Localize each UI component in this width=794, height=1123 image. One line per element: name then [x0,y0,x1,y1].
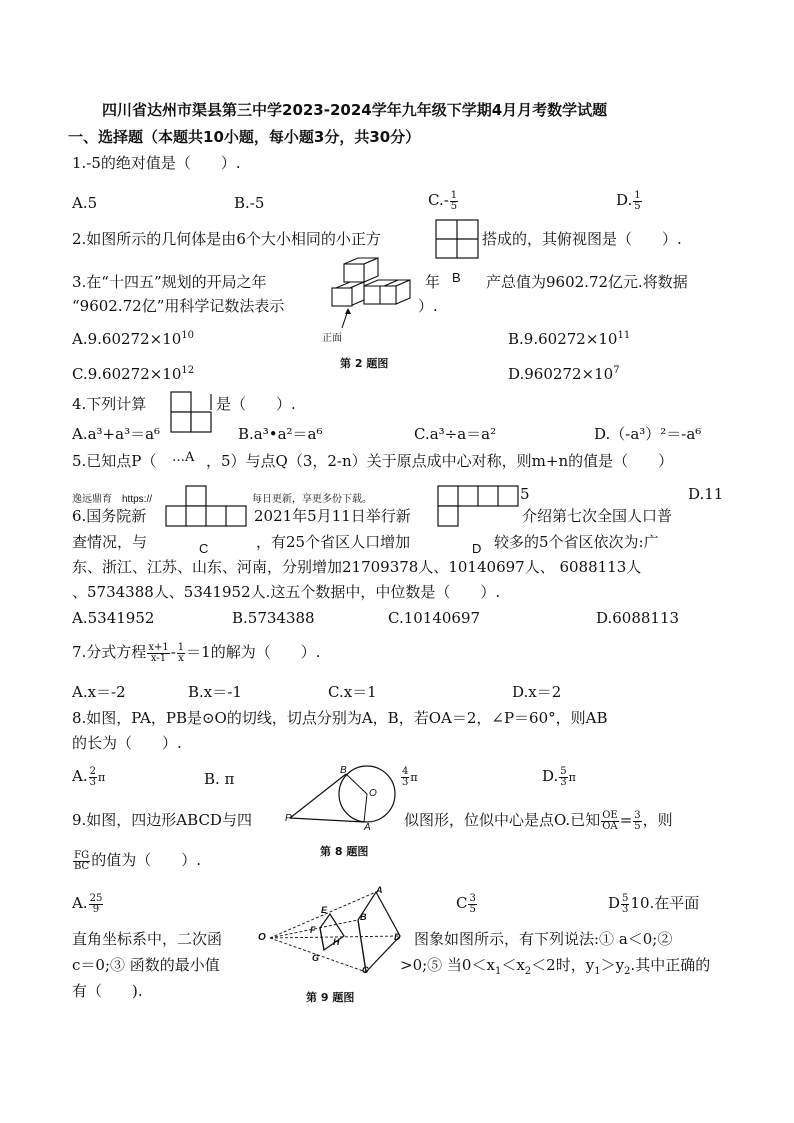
q10-line3-part1: c＝0;③ 函数的最小值 [72,956,220,974]
figure-2-front-label: 正面 [322,333,342,344]
q2-option-b-label: B [452,270,461,285]
q9-line2: $\frac{FG}{BC}$ 的值为（ ）. [74,849,201,872]
q3-line1-part1: 3.在“十四五”规划的开局之年 [72,273,267,291]
q6-option-a: A.5341952 [72,609,155,627]
q6-line2-part3: 较多的5个省区依次为:广 [494,533,659,551]
q7-option-b: B.x＝-1 [188,683,242,701]
figure-9-homothety [262,884,412,980]
q9-line1-part2: 似图形，位似中心是点O.已知 $\frac{OE}{OA}$ = $\frac{3}{5}$ ，则 [404,809,673,832]
q4-option-d: D.（-a³）²＝-a⁶ [594,425,702,443]
fig9-point-g: G [312,953,320,963]
fig9-point-a: A [376,885,383,895]
q4-option-c-net [164,484,254,528]
q9-option-a: A. $\frac{25}{9}$ [72,892,103,915]
q3-option-a: $A.9.60272\times 10^{10}$ [72,330,195,348]
fig8-point-a: A [364,822,371,833]
q4-stem-part2: 是（ ）. [216,395,296,413]
q6-line2-part1: 查情况，与 [72,533,148,551]
q8-option-c: $\frac{4}{3}$ π [402,765,418,788]
q4-option-a-figure [169,390,215,436]
q3-line1-part3: 产总值为9602.72亿元.将数据 [486,273,688,291]
q6-line2-part2: ，有25个省区人口增加 [256,533,411,551]
fig9-point-c: C [362,965,369,975]
fig9-point-h: H [333,937,340,947]
fig9-point-e: E [321,905,328,915]
q4-option-c: C.a³÷a＝a² [414,425,497,443]
q6-line3: 东、浙江、江苏、山东、河南，分别增加21709378人、10140697人、 6088113人 [72,558,642,576]
fig9-point-b: B [360,912,367,922]
q3-option-b: $B.9.60272\times 10^{11}$ [508,330,631,348]
q2-stem-part1: 2.如图所示的几何体是由6个大小相同的小正方 [72,230,381,248]
q3-option-c: $C.9.60272\times 10^{12}$ [72,365,195,383]
q8-option-d: D. $\frac{5}{3}$ π [542,765,576,788]
page-title: 四川省达州市渠县第三中学2023-2024学年九年级下学期4月月考数学试题 [102,101,608,119]
q10-line2-part2: 图象如图所示，有下列说法:① a＜0;② [414,930,673,948]
fig8-point-o: O [369,788,377,799]
q3-option-d: $D.960272\times 10^7$ [508,365,620,383]
q10-line2-part1: 直角坐标系中，二次函 [72,930,223,948]
q7-option-d: D.x＝2 [512,683,562,701]
q9-line1-part1: 9.如图，四边形ABCD与四 [72,811,252,829]
figure-2-caption: 第 2 题图 [340,357,389,370]
q3-line1-part2: 年 [425,273,441,291]
fig9-point-o: O [258,932,266,943]
q6-option-c: C.10140697 [388,609,481,627]
q3-line2-part2: ）. [418,297,438,315]
q4-option-b: B.a³•a²＝a⁶ [238,425,323,443]
q8-option-b: B. π [204,770,235,788]
q6-line1-part1: 6.国务院新 [72,507,147,525]
q1-option-c: C.- $\frac{1}{5}$ [428,189,458,212]
fig9-point-f: F [310,925,316,935]
q9-option-d: D $\frac{5}{3}$ 10.在平面 [608,892,700,915]
q6-line1-part3: 介绍第七次全国人口普 [522,507,673,525]
watermark-left: 逸远鼎育 https:// [72,494,153,505]
q8-line2: 的长为（ ）. [72,734,182,752]
q6-option-d: D.6088113 [596,609,680,627]
q8-option-a: A. $\frac{2}{3}$ π [72,765,106,788]
q4-option-a: A.a³+a³＝a⁶ [72,425,161,443]
figure-9-caption: 第 9 题图 [306,991,355,1004]
q5-option-d: D.11 [688,485,724,503]
q6-line1-part2: 2021年5月11日举行新 [254,507,411,525]
q4-stem-part1: 4.下列计算 [72,395,147,413]
q7-option-c: C.x＝1 [328,683,377,701]
q4-option-d-net [436,484,526,528]
q5-stem-part1: 5.已知点P（ [72,452,157,470]
q9-option-c: C $\frac{3}{5}$ [456,892,476,915]
q1-stem: 1.-5的绝对值是（ ）. [72,154,241,172]
q10-line4: 有（ ). [72,982,143,1000]
q5-option-a-label: …A [172,450,195,465]
fig8-point-p: P [285,813,292,824]
q1-option-d: D. $\frac{1}{5}$ [616,189,641,212]
q2-option-b-top-figure [436,220,480,260]
q8-line1: 8.如图，PA，PB是⊙O的切线，切点分别为A，B，若OA＝2，∠P＝60°，则AB [72,709,608,727]
figure-2-cubes [330,258,420,338]
q3-line2-part1: “9602.72亿”用科学记数法表示 [72,297,285,315]
q2-stem-part2: 搭成的，其俯视图是（ ）. [482,230,682,248]
q1-option-a: A.5 [72,194,98,212]
q5-option-b-fragment: 5 [520,485,530,503]
q6-option-b: B.5734388 [232,609,315,627]
fig9-point-d: D [394,932,401,942]
q5-stem-part2: ，5）与点Q（3，2-n）关于原点成中心对称，则m+n的值是（ ） [206,452,674,470]
section-heading: 一、选择题（本题共10小题，每小题3分，共30分） [68,128,421,146]
q7-stem: 7.分式方程 $\frac{x+1}{x-1}$ - $\frac{1}{x}$ ＝1的解为（ ）. [72,641,321,664]
watermark-right: 每日更新，享更多份下载。 [252,494,372,505]
q10-line3-part2: >0;⑤ 当$0<x_1<x_2<2$时，$y_1>y_2$.其中正确的 [400,956,711,977]
q1-option-b: B.-5 [234,194,265,212]
figure-8-caption: 第 8 题图 [320,845,369,858]
fig8-point-b: B [340,765,347,776]
option-c-label: C [199,541,209,556]
q7-option-a: A.x＝-2 [72,683,126,701]
option-d-label: D [472,541,482,556]
q6-line4: 、5734388人、5341952人.这五个数据中，中位数是（ ）. [72,583,501,601]
